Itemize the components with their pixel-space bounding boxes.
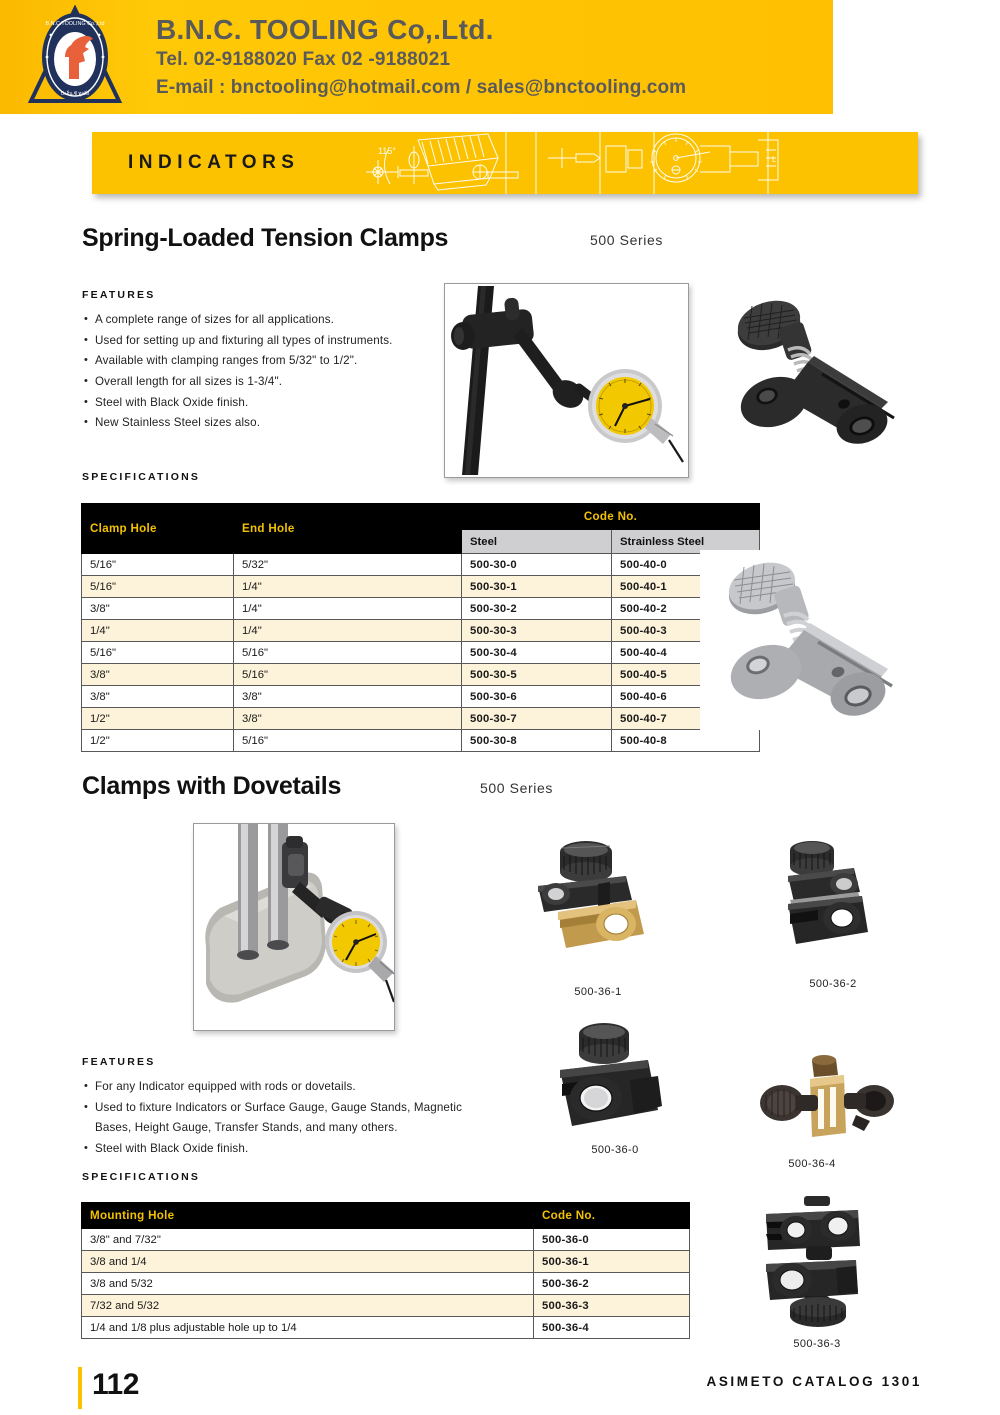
cell-code: 500-36-0 xyxy=(534,1229,690,1251)
cell-code-steel: 500-30-0 xyxy=(462,554,612,576)
category-banner xyxy=(92,132,918,194)
photo-dovetail-clamp-36-2 xyxy=(770,838,890,968)
section1-features-list xyxy=(84,310,424,434)
table-row xyxy=(82,1273,690,1295)
col-end-hole: End Hole xyxy=(234,504,462,554)
photo-dovetail-clamp-36-3 xyxy=(748,1192,888,1332)
section2-table-body xyxy=(82,1229,690,1339)
cell-clamp-hole: 3/8" xyxy=(82,664,234,686)
feature-item: • Available with clamping ranges from 5/32" to 1/2". xyxy=(84,351,424,372)
cell-code-stainless: 500-40-6 xyxy=(612,686,760,708)
cell-end-hole: 3/8" xyxy=(234,708,462,730)
gauge-stand-illustration xyxy=(194,824,394,1030)
photo-black-oxide-clamp xyxy=(722,292,918,462)
cell-end-hole: 1/4" xyxy=(234,598,462,620)
table-row xyxy=(82,686,760,708)
photo-dovetail-clamp-36-4 xyxy=(752,1055,902,1155)
caption-500-36-4: 500-36-4 xyxy=(788,1158,836,1170)
section1-heading: Spring-Loaded Tension Clamps xyxy=(82,224,449,252)
dovetail-clamp-double-illustration xyxy=(748,1192,888,1332)
feature-item: • For any Indicator equipped with rods or dovetails. xyxy=(84,1077,484,1098)
cell-clamp-hole: 3/8" xyxy=(82,598,234,620)
photo-dovetail-clamp-36-0 xyxy=(548,1018,678,1148)
table-row xyxy=(82,576,760,598)
cell-code-steel: 500-30-7 xyxy=(462,708,612,730)
cell-code: 500-36-4 xyxy=(534,1317,690,1339)
cell-end-hole: 5/32" xyxy=(234,554,462,576)
cell-end-hole: 5/16" xyxy=(234,730,462,752)
feature-item: • Used to fixture Indicators or Surface Gauge, Gauge Stands, Magnetic xyxy=(84,1098,484,1119)
cell-end-hole: 3/8" xyxy=(234,686,462,708)
cell-code-stainless: 500-40-8 xyxy=(612,730,760,752)
table-row xyxy=(82,642,760,664)
company-contact-block xyxy=(150,13,686,101)
col-mounting-hole: Mounting Hole xyxy=(82,1203,534,1229)
cell-code-steel: 500-30-2 xyxy=(462,598,612,620)
cell-clamp-hole: 5/16" xyxy=(82,576,234,598)
section1-series: 500 Series xyxy=(590,232,663,248)
cell-code-stainless: 500-40-3 xyxy=(612,620,760,642)
cell-code-steel: 500-30-4 xyxy=(462,642,612,664)
caption-500-36-2: 500-36-2 xyxy=(809,978,857,990)
cell-mounting-hole: 3/8" and 7/32" xyxy=(82,1229,534,1251)
table-row xyxy=(82,620,760,642)
cell-code-stainless: 500-40-1 xyxy=(612,576,760,598)
bnc-logo-badge xyxy=(27,5,123,109)
section2-series: 500 Series xyxy=(480,780,553,796)
cell-code-stainless: 500-40-4 xyxy=(612,642,760,664)
section2-specifications-table xyxy=(81,1202,690,1339)
cell-code-steel: 500-30-1 xyxy=(462,576,612,598)
photo-indicator-on-stand xyxy=(444,283,689,478)
company-phone: Tel. 02-9188020 Fax 02 -9188021 xyxy=(156,48,451,70)
technical-drawing-artwork xyxy=(358,132,918,194)
cell-code: 500-36-2 xyxy=(534,1273,690,1295)
dovetail-clamp-brass-illustration xyxy=(528,838,668,968)
cell-code: 500-36-3 xyxy=(534,1295,690,1317)
feature-item: • Overall length for all sizes is 1-3/4". xyxy=(84,372,424,393)
photo-dovetail-clamp-36-1 xyxy=(528,838,668,968)
cell-mounting-hole: 1/4 and 1/8 plus adjustable hole up to 1/4 xyxy=(82,1317,534,1339)
catalog-label: ASIMETO CATALOG 1301 xyxy=(706,1374,922,1389)
cell-clamp-hole: 1/2" xyxy=(82,730,234,752)
svg-text:B.N.C.TOOLING Co.,Ltd: B.N.C.TOOLING Co.,Ltd xyxy=(45,21,105,27)
svg-text:L: L xyxy=(772,155,777,164)
col-steel: Steel xyxy=(462,530,612,554)
cell-end-hole: 5/16" xyxy=(234,642,462,664)
table-row xyxy=(82,1317,690,1339)
dovetail-clamp-black-illustration xyxy=(770,838,890,968)
cell-code-steel: 500-30-5 xyxy=(462,664,612,686)
cell-code: 500-36-1 xyxy=(534,1251,690,1273)
section2-heading: Clamps with Dovetails xyxy=(82,772,342,800)
cell-code-stainless: 500-40-2 xyxy=(612,598,760,620)
table-header-row xyxy=(82,1203,690,1229)
table-row xyxy=(82,730,760,752)
black-clamp-illustration xyxy=(722,292,918,462)
col-code-no: Code No. xyxy=(534,1203,690,1229)
company-header-banner xyxy=(0,0,833,114)
col-clamp-hole: Clamp Hole xyxy=(82,504,234,554)
cell-mounting-hole: 3/8 and 1/4 xyxy=(82,1251,534,1273)
cell-end-hole: 1/4" xyxy=(234,620,462,642)
col-code-no: Code No. xyxy=(462,504,760,530)
company-logo xyxy=(0,0,150,114)
stainless-clamp-illustration xyxy=(700,550,920,730)
cell-clamp-hole: 1/2" xyxy=(82,708,234,730)
table-row xyxy=(82,708,760,730)
caption-500-36-3: 500-36-3 xyxy=(793,1338,841,1350)
svg-text:บี.เอ็น.ซี ทูลลิ่ง: บี.เอ็น.ซี ทูลลิ่ง xyxy=(60,91,90,96)
section2-specs-label: SPECIFICATIONS xyxy=(82,1171,201,1183)
feature-item: • New Stainless Steel sizes also. xyxy=(84,413,424,434)
page-number: 112 xyxy=(92,1368,139,1401)
feature-item: • Used for setting up and fixturing all types of instruments. xyxy=(84,331,424,352)
feature-item-continuation: Bases, Height Gauge, Transfer Stands, and many others. xyxy=(95,1121,398,1135)
feature-item: • Steel with Black Oxide finish. xyxy=(84,393,424,414)
table-row xyxy=(82,554,760,576)
section1-table-body xyxy=(82,554,760,752)
feature-item: • Steel with Black Oxide finish. xyxy=(84,1139,484,1160)
dovetail-clamp-single-illustration xyxy=(548,1018,678,1148)
col-stainless-steel: Strainless Steel xyxy=(612,530,760,554)
photo-gauge-stand-with-indicator xyxy=(193,823,395,1031)
logo-graphic xyxy=(27,5,123,109)
cell-code-steel: 500-30-8 xyxy=(462,730,612,752)
feature-item: • A complete range of sizes for all applications. xyxy=(84,310,424,331)
cell-end-hole: 1/4" xyxy=(234,576,462,598)
table-row xyxy=(82,664,760,686)
caption-500-36-1: 500-36-1 xyxy=(574,986,622,998)
table-header-row-top xyxy=(82,504,760,530)
table-row xyxy=(82,1295,690,1317)
dovetail-clamp-adjustable-illustration xyxy=(752,1055,902,1155)
cell-code-stainless: 500-40-5 xyxy=(612,664,760,686)
cell-clamp-hole: 5/16" xyxy=(82,642,234,664)
cell-mounting-hole: 3/8 and 5/32 xyxy=(82,1273,534,1295)
footer-accent-rule xyxy=(78,1367,82,1409)
company-email: E-mail : bnctooling@hotmail.com / sales@bnctooling.com xyxy=(156,76,687,98)
category-label: INDICATORS xyxy=(128,152,300,173)
photo-stainless-steel-clamp xyxy=(700,550,920,730)
section1-specs-label: SPECIFICATIONS xyxy=(82,471,201,483)
section1-features-label: FEATURES xyxy=(82,289,156,301)
cell-code-stainless: 500-40-7 xyxy=(612,708,760,730)
table-row xyxy=(82,1251,690,1273)
section1-specifications-table xyxy=(81,503,760,752)
svg-text:115°: 115° xyxy=(378,146,396,156)
cell-code-steel: 500-30-3 xyxy=(462,620,612,642)
table-row xyxy=(82,1229,690,1251)
section2-features-list xyxy=(84,1077,484,1160)
cell-end-hole: 5/16" xyxy=(234,664,462,686)
cell-clamp-hole: 5/16" xyxy=(82,554,234,576)
caption-500-36-0: 500-36-0 xyxy=(591,1144,639,1156)
section2-features-label: FEATURES xyxy=(82,1056,156,1068)
indicator-stand-illustration xyxy=(445,284,688,477)
cell-clamp-hole: 3/8" xyxy=(82,686,234,708)
company-name: B.N.C. TOOLING Co,.Ltd. xyxy=(156,13,494,45)
cell-clamp-hole: 1/4" xyxy=(82,620,234,642)
cell-mounting-hole: 7/32 and 5/32 xyxy=(82,1295,534,1317)
cell-code-stainless: 500-40-0 xyxy=(612,554,760,576)
table-row xyxy=(82,598,760,620)
cell-code-steel: 500-30-6 xyxy=(462,686,612,708)
